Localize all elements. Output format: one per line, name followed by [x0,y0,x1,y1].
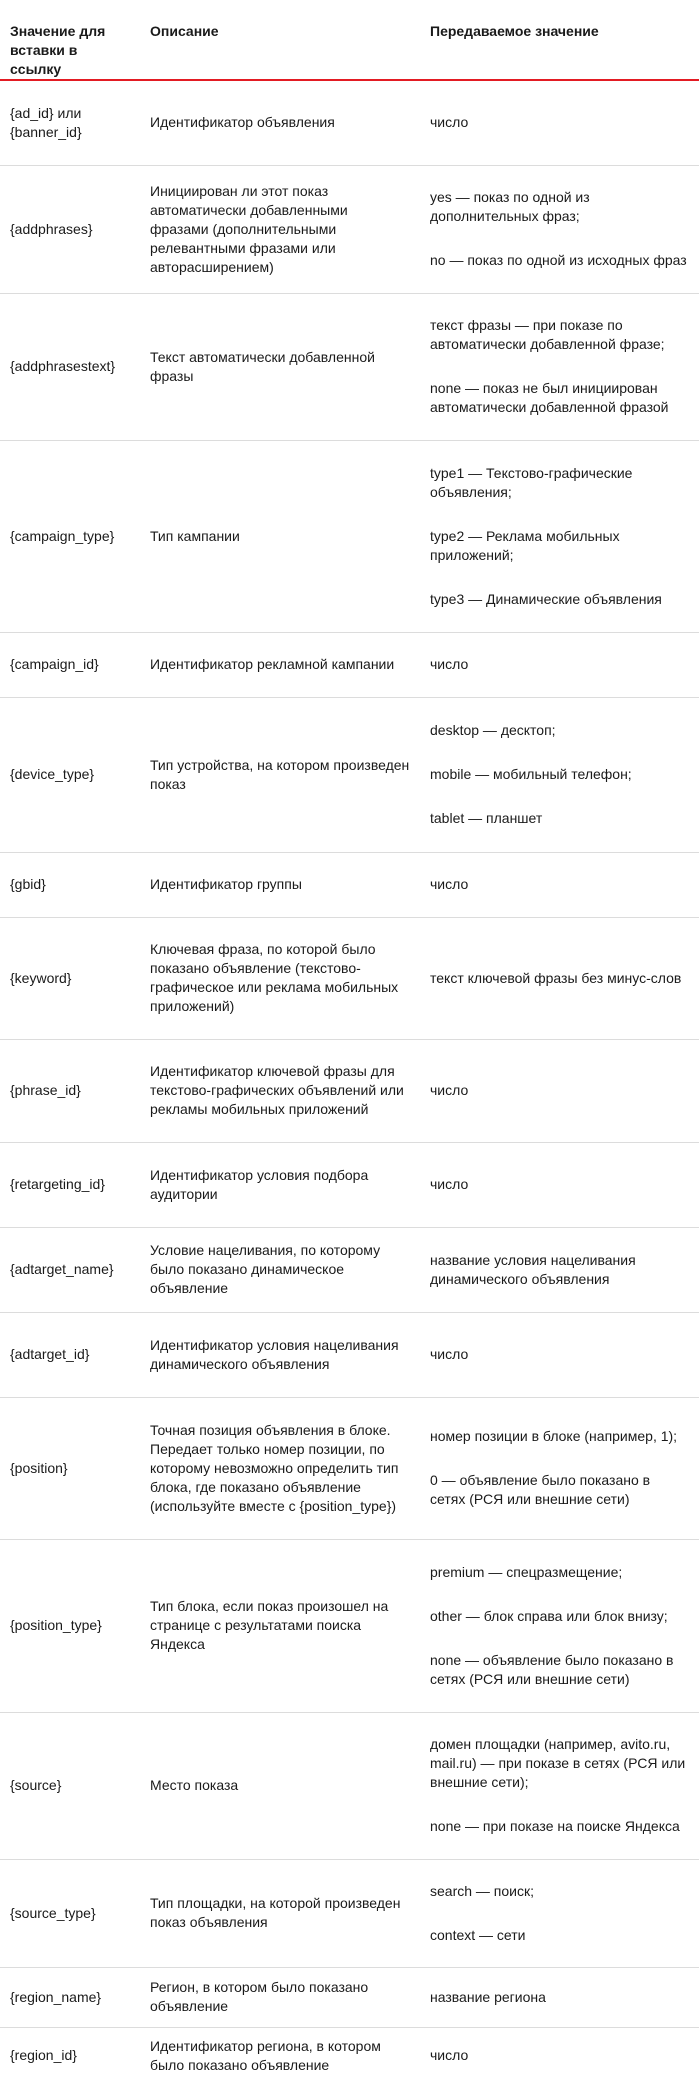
value-line: no — показ по одной из исходных фраз [430,252,687,268]
param-cell: {keyword} [0,917,140,1039]
param-cell: {retargeting_id} [0,1142,140,1227]
description-cell: Место показа [140,1712,420,1859]
param-cell: {region_name} [0,1967,140,2027]
value-line: 0 — объявление было показано в сетях (РСЯ или внешние сети) [430,1472,651,1507]
value-line: номер позиции в блоке (например, 1); [430,1428,678,1444]
table-row [0,1539,699,1712]
param-cell: {phrase_id} [0,1039,140,1142]
description-cell: Тип устройства, на котором произведен показ [140,697,420,852]
value-cell [420,1312,699,1397]
description-cell: Инициирован ли этот показ автоматически добавленными фразами (дополнительными релевантными фразами или авторасширением) [140,165,420,293]
table-row [0,440,699,632]
description-cell: Текст автоматически добавленной фразы [140,293,420,440]
table-row [0,1397,699,1539]
value-line: число [430,656,469,672]
table-row [0,917,699,1039]
table-row [0,293,699,440]
description-cell: Идентификатор ключевой фразы для текстово-графических объявлений или рекламы мобильных приложений [140,1039,420,1142]
table-body [0,80,699,2084]
param-cell: {adtarget_name} [0,1227,140,1312]
value-cell [420,1967,699,2027]
table-row [0,1859,699,1967]
description-cell: Точная позиция объявления в блоке. Передает только номер позиции, по которому невозможно определить тип блока, где показано объявление (используйте вместе с {position_type}) [140,1397,420,1539]
value-cell [420,1539,699,1712]
param-cell: {campaign_id} [0,632,140,697]
value-cell [420,2027,699,2084]
value-line: none — показ не был инициирован автоматически добавленной фразой [430,380,669,415]
param-cell: {adtarget_id} [0,1312,140,1397]
value-line: type2 — Реклама мобильных приложений; [430,527,620,563]
value-cell [420,1039,699,1142]
param-cell: {campaign_type} [0,440,140,632]
value-line: context — сети [430,1926,526,1943]
description-cell: Идентификатор рекламной кампании [140,632,420,697]
param-cell: {ad_id} или {banner_id} [0,80,140,165]
description-cell: Идентификатор группы [140,852,420,917]
value-line: название региона [430,1988,546,2005]
value-cell [420,80,699,165]
value-line: число [430,1176,469,1192]
value-cell [420,440,699,632]
value-line: yes — показ по одной из дополнительных фраз; [430,189,590,224]
value-line: число [430,876,469,892]
value-cell [420,1859,699,1967]
table-row [0,852,699,917]
value-line: type1 — Текстово-графические объявления; [430,464,633,500]
value-line: desktop — десктоп; [430,722,556,738]
table-row [0,2027,699,2084]
table-header-row [0,0,699,80]
description-cell: Ключевая фраза, по которой было показано объявление (текстово-графическое или реклама мобильных приложений) [140,917,420,1039]
value-cell [420,1142,699,1227]
header-description-column: Описание [140,0,420,80]
value-cell [420,1712,699,1859]
value-line: none — объявление было показано в сетях (РСЯ или внешние сети) [430,1651,674,1687]
table-row [0,165,699,293]
param-cell: {addphrasestext} [0,293,140,440]
value-line: число [430,114,469,131]
value-cell [420,293,699,440]
description-cell: Тип блока, если показ произошел на странице с результатами поиска Яндекса [140,1539,420,1712]
value-line: type3 — Динамические объявления [430,590,662,607]
value-line: premium — спецразмещение; [430,1563,623,1580]
param-cell: {source} [0,1712,140,1859]
header-value-column: Передаваемое значение [420,0,699,80]
value-line: число [430,1082,469,1098]
description-cell: Идентификатор региона, в котором было показано объявление [150,2037,381,2073]
value-line: mobile — мобильный телефон; [430,766,632,782]
param-cell: {gbid} [0,852,140,917]
value-cell [420,632,699,697]
param-cell: {source_type} [0,1859,140,1967]
table-row [0,632,699,697]
value-line: tablet — планшет [430,810,543,826]
table-row [0,1039,699,1142]
description-cell: Идентификатор условия нацеливания динамического объявления [140,1312,420,1397]
table-row [0,1142,699,1227]
value-cell [420,1227,699,1312]
value-cell [420,697,699,852]
value-line: число [430,1346,469,1362]
description-cell: Тип площадки, на которой произведен показ объявления [140,1859,420,1967]
description-cell: Тип кампании [140,440,420,632]
description-cell: Идентификатор условия подбора аудитории [140,1142,420,1227]
param-cell: {position} [0,1397,140,1539]
table-row [0,1712,699,1859]
table-row [0,1967,699,2027]
value-cell [420,917,699,1039]
table-row [0,697,699,852]
value-cell [420,852,699,917]
value-line: other — блок справа или блок внизу; [430,1607,668,1624]
value-line: число [430,2047,469,2064]
table-row [0,1312,699,1397]
table-row [0,80,699,165]
param-cell: {addphrases} [0,165,140,293]
table-row [0,1227,699,1312]
description-cell: Условие нацеливания, по которому было показано динамическое объявление [140,1227,420,1312]
value-line: текст фразы — при показе по автоматически добавленной фразе; [430,317,665,352]
value-cell [420,1397,699,1539]
value-line: текст ключевой фразы без минус-слов [430,969,682,986]
param-cell: {position_type} [0,1539,140,1712]
value-line: search — поиск; [430,1882,535,1899]
header-param-column: Значение для вставки в ссылку [0,0,140,80]
value-cell [420,165,699,293]
param-cell: {region_id} [10,2047,77,2064]
value-line: none — при показе на поиске Яндекса [430,1818,680,1834]
description-cell: Регион, в котором было показано объявление [140,1967,420,2027]
param-cell: {device_type} [0,697,140,852]
value-line: название условия нацеливания динамического объявления [430,1251,636,1287]
description-cell: Идентификатор объявления [140,80,420,165]
value-line: домен площадки (например, avito.ru, mail.ru) — при показе в сетях (РСЯ или внешние сети); [430,1736,686,1790]
